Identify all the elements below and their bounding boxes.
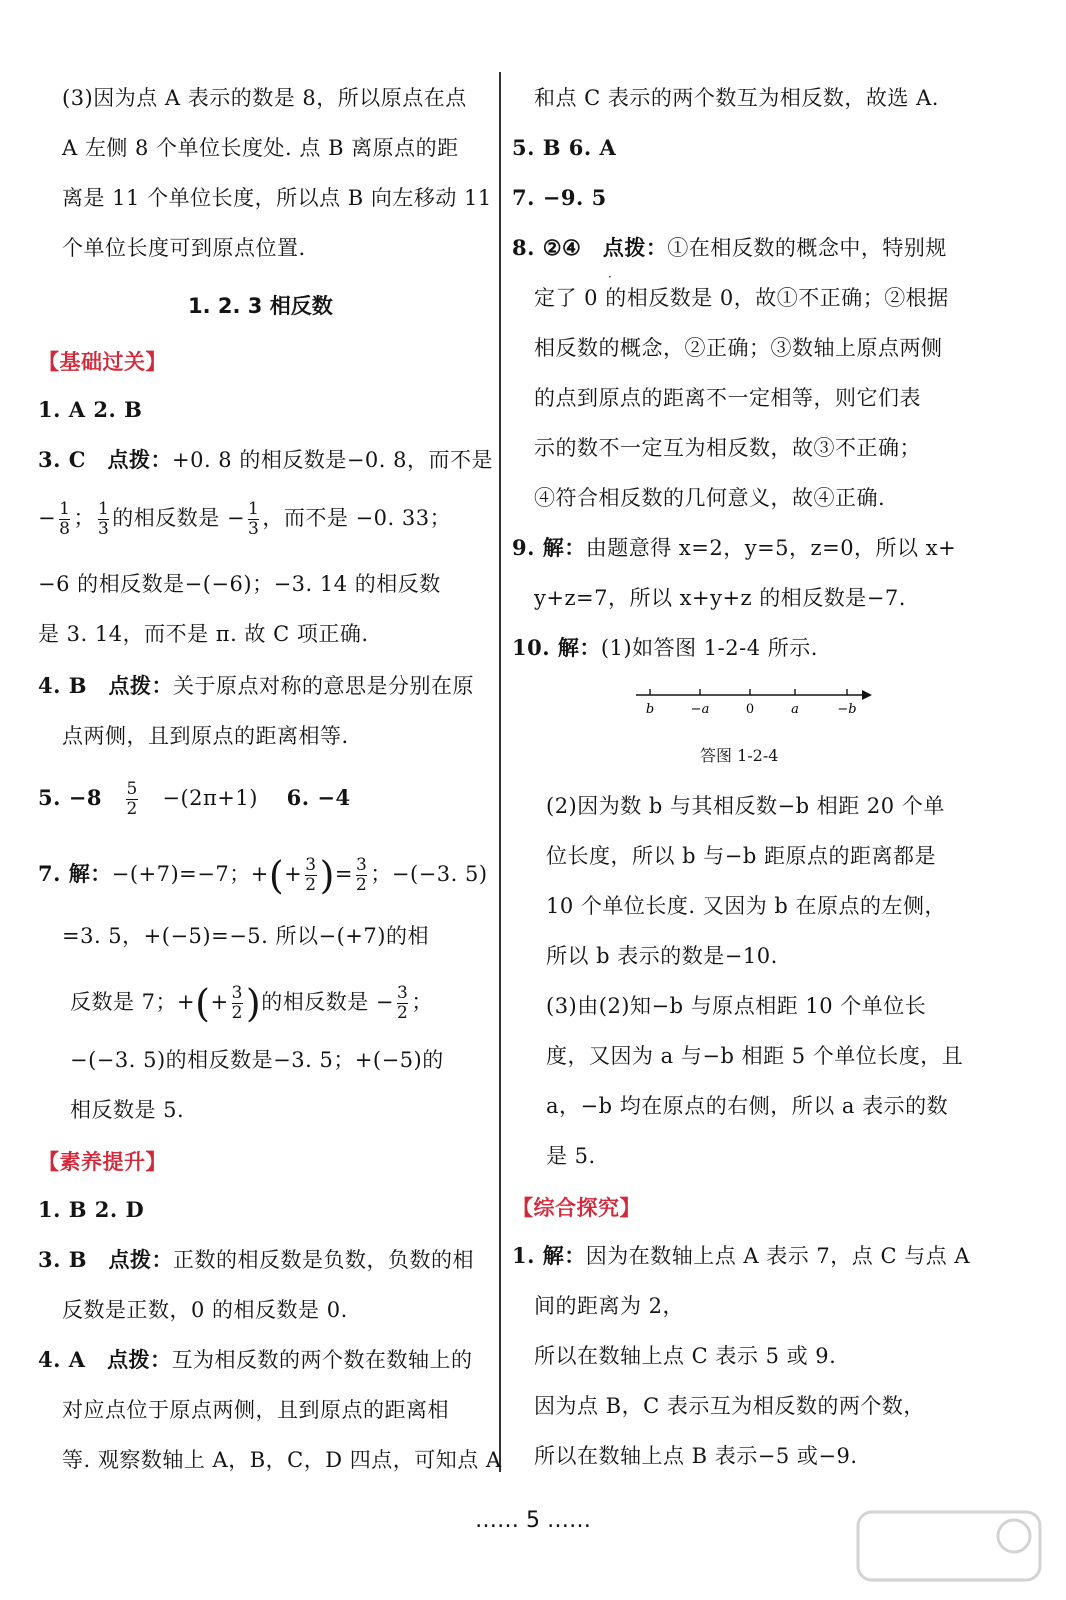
text-line: 示的数不一定互为相反数，故③不正确； [534,436,921,460]
answer-number: 3. C [38,447,86,472]
text-line: 相反数是 5. [70,1098,185,1122]
tip-label: 点拨： [108,1247,174,1272]
text-line: 度，又因为 a 与−b 相距 5 个单位长度，且 [546,1044,964,1068]
answer-5-6: 5. −8 $\frac{5}{2}$ −(2π+1) 6. −4 [38,779,351,819]
text-line: y+z=7，所以 x+y+z 的相反数是−7. [534,586,906,610]
answer-3 [38,446,493,474]
text-line: −(−3. 5)的相反数是−3. 5；+(−5)的 [70,1048,444,1072]
text-line: 点两侧，且到原点的距离相等. [62,724,349,748]
tip-label: 点拨： [602,235,668,260]
answer-7: 7. 解：−(+7)=−7；+(+ $\frac{3}{2}$ )= $\frac{3}{2}$ ；−(−3. 5) [38,853,488,898]
text-line: 和点 C 表示的两个数互为相反数，故选 A. [534,86,939,110]
answer-4 [38,672,474,700]
text-line: −6 的相反数是−(−6)；−3. 14 的相反数 [38,572,441,596]
text-line: 等. 观察数轴上 A，B，C，D 四点，可知点 A [62,1448,502,1472]
text-line: 个单位长度可到原点位置. [62,236,306,260]
figure-caption: 答图 1-2-4 [700,746,779,765]
answer-3-fractions: − $\frac{1}{8}$ ； $\frac{1}{3}$ 的相反数是 − $\frac{1}{3}$ ，而不是 −0. 33； [38,499,452,539]
answer-line: 7. −9. 5 [512,185,607,210]
text-line: =3. 5，+(−5)=−5. 所以−(+7)的相 [62,924,429,948]
text-line: 定了 0 的相反数是 0，故①不正确；②根据 [534,286,949,310]
fraction: $\frac{1}{8}$ [59,499,71,539]
answer-line: 1. B 2. D [38,1197,145,1222]
column-divider [499,72,501,1472]
text-line: 反数是正数，0 的相反数是 0. [62,1298,348,1322]
text-line: A 左侧 8 个单位长度处. 点 B 离原点的距 [62,136,459,160]
number-line-figure [632,685,882,725]
tip-label: 点拨： [107,447,172,472]
text-line: (3)由(2)知−b 与原点相距 10 个单位长 [546,994,927,1018]
fraction: $\frac{1}{3}$ [248,499,260,539]
answer-7-line3: 反数是 7；+(+ $\frac{3}{2}$ )的相反数是 − $\frac{3}{2}$ ； [70,981,433,1026]
axis-arrow [862,690,872,700]
answer-s3: 3. B 点拨：正数的相反数是负数，负数的相 [38,1247,475,1272]
tip-label: 点拨： [107,1347,172,1372]
text-line: 间的距离为 2， [534,1294,685,1318]
answer-8: 8. ②④ 点拨：①在相反数的概念中，特别规 [512,235,947,260]
axis-label: b [645,702,655,717]
section-heading-explore: 【综合探究】 [512,1196,641,1220]
text-line: 的点到原点的距离不一定相等，则它们表 [534,386,921,410]
page-number: …… 5 …… [475,1508,591,1533]
answer-text: +0. 8 的相反数是−0. 8，而不是 [171,448,493,472]
text-line: 是 3. 14，而不是 π. 故 C 项正确. [38,622,369,646]
text-line: 离是 11 个单位长度，所以点 B 向左移动 11 [62,186,492,210]
axis-label: a [791,702,799,717]
text-line: 所以在数轴上点 B 表示−5 或−9. [534,1444,858,1468]
text-line: 10 个单位长度. 又因为 b 在原点的左侧， [546,894,947,918]
answer-9: 9. 解：由题意得 x=2，y=5，z=0，所以 x+ [512,535,957,560]
text-line: 所以 b 表示的数是−10. [546,944,778,968]
answer-10: 10. 解：(1)如答图 1-2-4 所示. [512,635,818,660]
section-title: 1. 2. 3 相反数 [188,294,333,318]
answer-number: 4. B [38,673,87,698]
fraction: $\frac{1}{3}$ [97,499,110,539]
section-heading-improve: 【素养提升】 [38,1150,167,1174]
answer-line: 1. A 2. B [38,397,143,422]
text-line: 相反数的概念，②正确；③数轴上原点两侧 [534,336,943,360]
watermark-logo [854,1506,1044,1586]
text-line: 是 5. [546,1144,596,1168]
text-line: (3)因为点 A 表示的数是 8，所以原点在点 [62,86,467,110]
text-line: (2)因为数 b 与其相反数−b 相距 20 个单 [546,794,945,818]
text-line: 对应点位于原点两侧，且到原点的距离相 [62,1398,449,1422]
axis-label: −b [837,702,857,717]
axis-label: −a [690,702,710,717]
emphasis-dot: · [608,270,612,284]
text-line: 位长度，所以 b 与−b 距原点的距离都是 [546,844,937,868]
tip-label: 点拨： [108,673,174,698]
answer-line: 5. B 6. A [512,135,617,160]
section-heading-basic: 【基础过关】 [38,350,167,374]
answer-s4: 4. A 点拨：互为相反数的两个数在数轴上的 [38,1347,473,1372]
answer-text: 关于原点对称的意思是分别在原 [173,674,475,698]
text-line: 因为点 B，C 表示互为相反数的两个数， [534,1394,925,1418]
fraction: $\frac{5}{2}$ [126,779,138,819]
text-line: 所以在数轴上点 C 表示 5 或 9. [534,1344,837,1368]
text-line: ④符合相反数的几何意义，故④正确. [534,486,886,510]
axis-label: 0 [745,702,755,717]
explore-1: 1. 解：因为在数轴上点 A 表示 7，点 C 与点 A [512,1243,971,1268]
text-line: a，−b 均在原点的右侧，所以 a 表示的数 [546,1094,949,1118]
